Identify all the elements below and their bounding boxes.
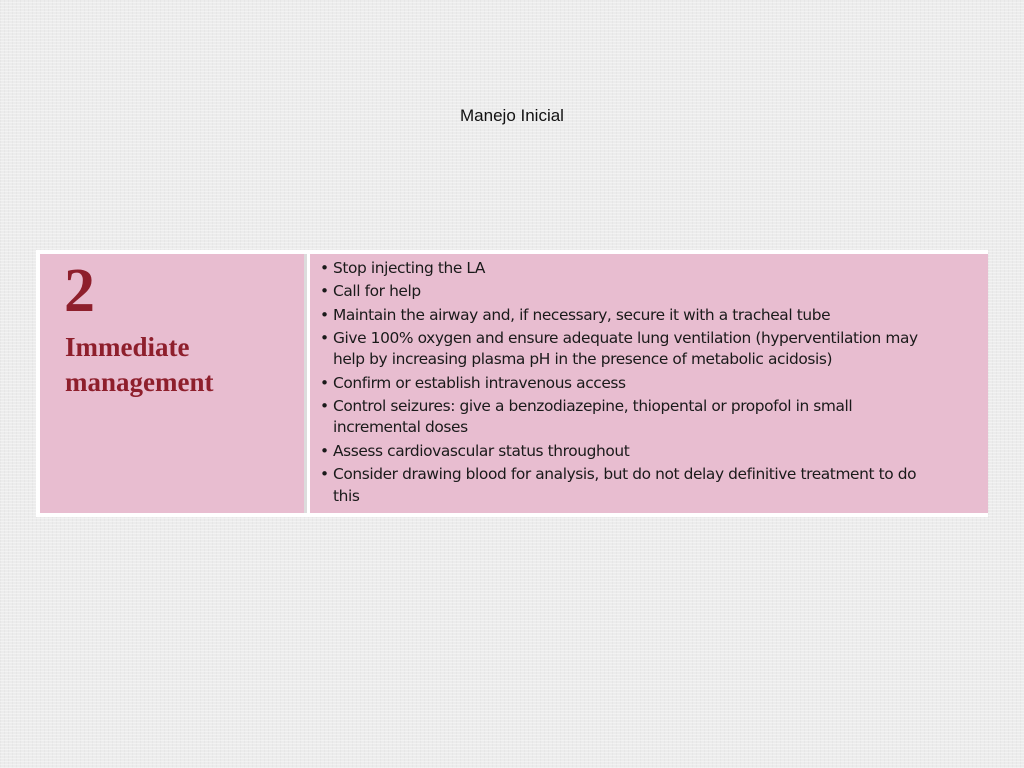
slide-title: Manejo Inicial (460, 106, 564, 125)
list-item-text: Consider drawing blood for analysis, but do not delay definitive treatment to do (333, 465, 917, 484)
list-item-text: Maintain the airway and, if necessary, secure it with a tracheal tube (333, 305, 831, 324)
bullet-icon: • (320, 305, 329, 324)
list-item-text-continued: incremental doses (333, 418, 468, 437)
list-item-text: Control seizures: give a benzodiazepine, thiopental or propofol in small (333, 396, 853, 415)
bullet-icon: • (320, 373, 329, 392)
list-item-text: Call for help (333, 282, 421, 301)
steps-list-panel (310, 254, 988, 513)
list-item (318, 305, 988, 327)
list-item (318, 396, 988, 439)
list-item (318, 258, 988, 280)
bullet-icon: • (320, 441, 329, 460)
list-item (318, 441, 988, 463)
list-item-text: Give 100% oxygen and ensure adequate lung ventilation (hyperventilation may (333, 328, 918, 347)
list-item (318, 373, 988, 395)
steps-list (318, 258, 988, 509)
list-item (318, 328, 988, 371)
list-item-text-continued: this (333, 486, 360, 505)
panel-divider (304, 254, 307, 513)
step-heading-line-2: management (65, 367, 214, 397)
bullet-icon: • (320, 259, 329, 277)
list-item (318, 281, 988, 303)
immediate-management-card (36, 250, 988, 517)
step-heading (65, 330, 301, 400)
step-header-panel (40, 254, 304, 513)
step-heading-line-1: Immediate (65, 332, 190, 362)
bullet-icon: • (320, 465, 329, 484)
step-number: 2 (64, 257, 95, 325)
list-item-text: Assess cardiovascular status throughout (333, 441, 630, 460)
bullet-icon: • (320, 328, 329, 347)
bullet-icon: • (320, 282, 329, 301)
list-item-text: Confirm or establish intravenous access (333, 373, 626, 392)
list-item (318, 464, 988, 507)
list-item-text: Stop injecting the LA (333, 259, 486, 277)
bullet-icon: • (320, 396, 329, 415)
list-item-text-continued: help by increasing plasma pH in the presence of metabolic acidosis) (333, 350, 833, 369)
